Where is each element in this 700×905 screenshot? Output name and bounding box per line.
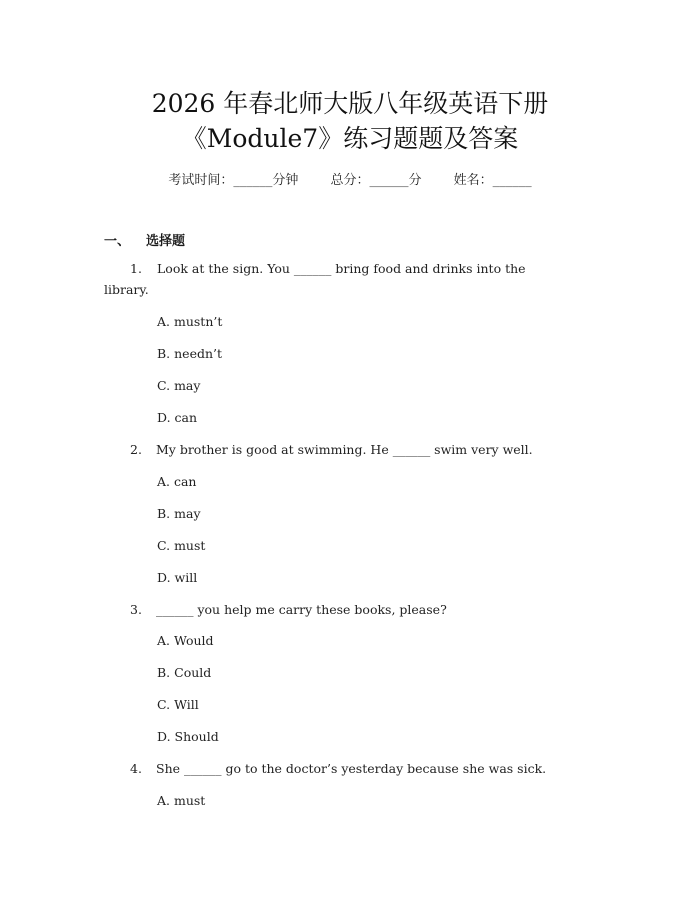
question-text: ______ you help me carry these books, please? xyxy=(156,602,447,617)
question-3 xyxy=(130,602,447,617)
document-title-line-1: 2026 年春北师大版八年级英语下册 xyxy=(151,89,549,118)
option-item: B. needn’t xyxy=(157,346,223,361)
question-text: Look at the sign. You ______ bring food and drinks into the library. xyxy=(104,261,526,297)
option-item: B. Could xyxy=(157,665,212,680)
option-item: D. Should xyxy=(157,729,219,744)
option-item: D. will xyxy=(157,570,198,585)
total-score-field: 总分：______分 xyxy=(330,173,422,188)
question-text: She ______ go to the doctor’s yesterday because she was sick. xyxy=(156,761,547,776)
option-item: D. can xyxy=(157,410,198,425)
option-item: B. may xyxy=(157,506,201,521)
option-item: C. must xyxy=(157,538,206,553)
question-text: My brother is good at swimming. He ______ swim very well. xyxy=(156,442,533,457)
option-item: A. Would xyxy=(157,633,214,648)
option-item: A. can xyxy=(157,474,197,489)
document-title-line-2: 《Module7》练习题题及答案 xyxy=(181,124,519,153)
question-4 xyxy=(130,761,546,776)
option-item: A. must xyxy=(157,793,206,808)
option-item: A. mustn’t xyxy=(157,314,223,329)
student-name-field: 姓名：______ xyxy=(453,173,532,188)
section-heading xyxy=(104,230,185,249)
question-2 xyxy=(130,442,533,457)
question-number: 2. xyxy=(130,442,142,457)
exam-info xyxy=(0,169,700,188)
section-title: 选择题 xyxy=(146,234,186,249)
question-number: 1. xyxy=(130,261,142,276)
option-item: C. may xyxy=(157,378,201,393)
question-1 xyxy=(104,258,574,300)
section-number: 一、 xyxy=(104,234,131,249)
question-number: 4. xyxy=(130,761,142,776)
question-number: 3. xyxy=(130,602,142,617)
option-item: C. Will xyxy=(157,697,199,712)
exam-time-field: 考试时间：______分钟 xyxy=(168,173,299,188)
